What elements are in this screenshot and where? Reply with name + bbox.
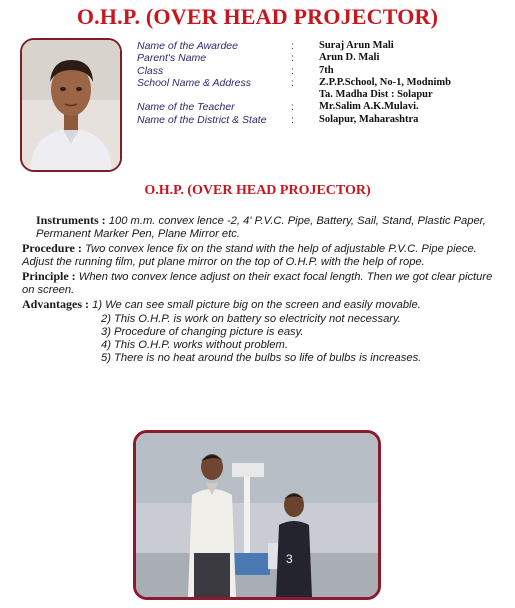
page-title: O.H.P. (OVER HEAD PROJECTOR) <box>76 4 439 29</box>
awardee-photo <box>20 38 122 172</box>
info-label: Name of the Teacher <box>137 101 235 114</box>
info-label: Name of the Awardee <box>137 40 238 52</box>
svg-text:3: 3 <box>286 552 293 566</box>
advantage-item: 1) We can see small picture big on the screen and easily movable. <box>92 299 421 311</box>
info-label: School Name & Address <box>137 76 251 89</box>
info-value: Z.P.P.School, No-1, Modnimb <box>319 76 451 88</box>
info-value: Ta. Madha Dist : Solapur <box>319 89 433 101</box>
info-colon: : <box>291 64 294 77</box>
info-value: Mr.Salim A.K.Mulavi. <box>319 101 419 113</box>
info-colon: : <box>291 52 294 65</box>
project-photo <box>133 430 381 600</box>
info-colon: : <box>291 40 294 52</box>
info-value: Solapur, Maharashtra <box>319 113 419 125</box>
section-title: O.H.P. (OVER HEAD PROJECTOR) <box>144 183 371 198</box>
info-label: Class <box>137 64 164 77</box>
advantage-item: 3) Procedure of changing picture is easy. <box>101 326 304 338</box>
info-label: Parent's Name <box>137 52 207 65</box>
advantages-paragraph <box>22 298 494 312</box>
principle-term: Principle : <box>22 269 76 283</box>
info-value: Arun D. Mali <box>319 52 380 64</box>
info-colon: : <box>291 113 294 126</box>
instruments-text: 100 m.m. convex lence -2, 4' P.V.C. Pipe, Battery, Sail, Stand, Plastic Paper, Permanent Marker Pen, Plane Mirror etc. <box>36 215 486 240</box>
instruments-paragraph <box>22 214 494 241</box>
info-colon: : <box>291 101 294 114</box>
procedure-term: Procedure : <box>22 241 82 255</box>
project-description <box>22 214 494 365</box>
info-value: 7th <box>319 64 334 76</box>
instruments-term: Instruments : <box>36 213 106 227</box>
advantage-item: 5) There is no heat around the bulbs so life of bulbs is increases. <box>101 352 422 364</box>
principle-text: When two convex lence adjust on their exact focal length. Then we got clear picture on screen. <box>22 271 493 296</box>
info-colon: : <box>291 76 294 89</box>
procedure-text: Two convex lence fix on the stand with the help of adjustable P.V.C. Pipe piece. Adjust the running film, put plane mirror on the top of O.H.P. with the help of rope. <box>22 243 477 268</box>
procedure-paragraph <box>22 242 494 269</box>
advantage-item: 4) This O.H.P. works without problem. <box>101 339 288 351</box>
principle-paragraph <box>22 270 494 297</box>
advantage-item: 2) This O.H.P. is work on battery so electricity not necessary. <box>101 313 401 325</box>
info-label: Name of the District & State <box>137 113 267 126</box>
advantages-term: Advantages : <box>22 297 90 311</box>
info-value: Suraj Arun Mali <box>319 40 394 51</box>
